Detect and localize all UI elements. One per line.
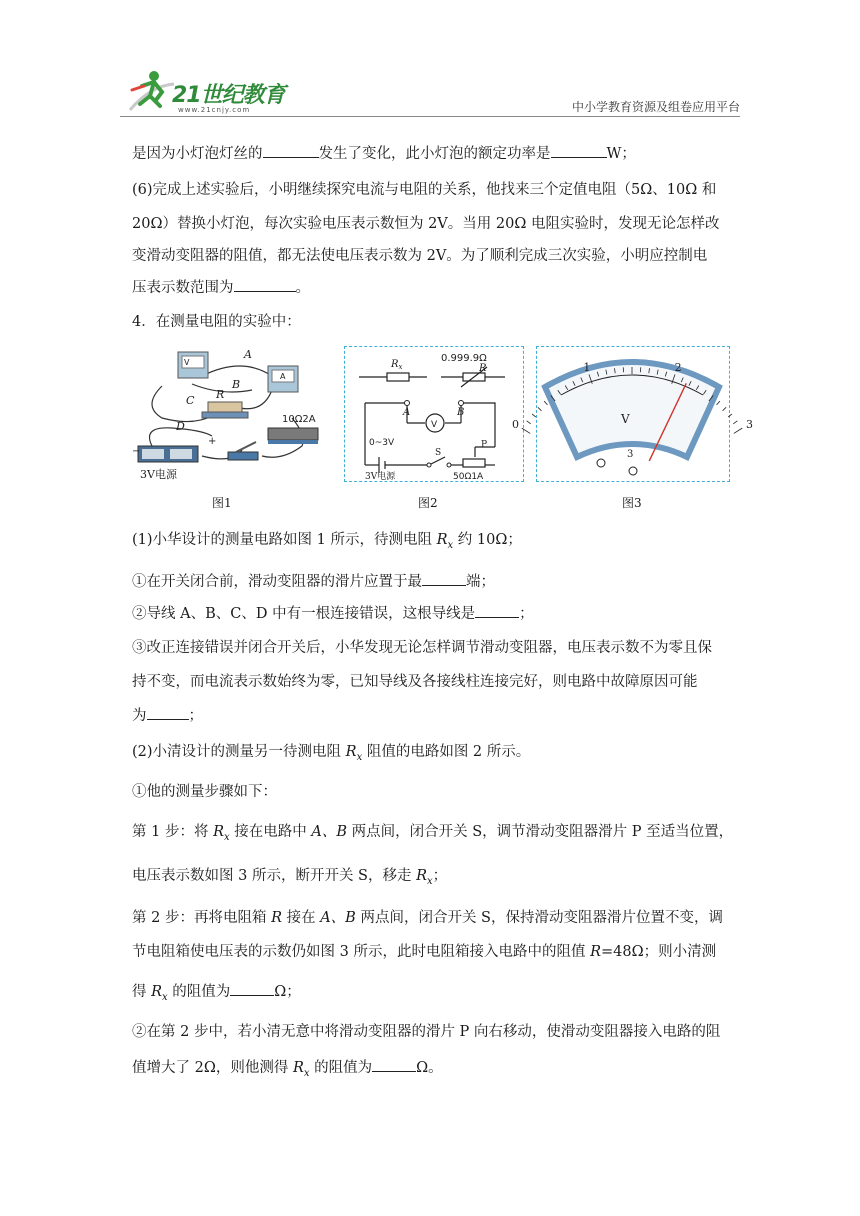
header-divider [120, 116, 740, 117]
logo-text: 21世纪教育 [172, 83, 285, 108]
text-line: 为 ； [132, 708, 203, 724]
svg-text:3V电源: 3V电源 [140, 468, 177, 481]
svg-text:R: R [479, 363, 487, 374]
text-line: 电压表示数如图 3 所示，断开开关 S，移走 $R_x$； [132, 868, 448, 887]
dial-tick [544, 401, 547, 405]
svg-text:0.999.9Ω: 0.999.9Ω [441, 353, 487, 364]
svg-text:A: A [280, 372, 286, 381]
text-line: 持不变，而电流表示数始终为零，已知导线及各接线柱连接完好，则电路中故障原因可能 [132, 674, 698, 690]
text-line: 第 1 步：将 $R_x$ 接在电路中 A、B 两点间，闭合开关 S，调节滑动变阻器滑片 P 至适当位置， [132, 824, 734, 843]
answer-blank[interactable] [263, 144, 319, 158]
svg-text:V: V [184, 358, 190, 367]
dial-tick-label: 1 [583, 360, 591, 374]
answer-blank[interactable] [147, 706, 189, 720]
svg-text:R: R [216, 388, 225, 401]
svg-text:50Ω1A: 50Ω1A [453, 472, 484, 482]
text-line: 20Ω）替换小灯泡，每次实验电压表示数恒为 2V。当用 20Ω 电阻实验时，发现无论怎样改 [132, 216, 720, 232]
answer-blank[interactable] [475, 604, 519, 618]
figure-1-caption: 图1 [212, 496, 232, 510]
dial-tick [734, 428, 742, 433]
text-line: 压表示数范围为 。 [132, 280, 310, 296]
text-line: 节电阻箱使电压表的示数仍如图 3 所示，此时电阻箱接入电路中的阻值 R=48Ω；则小清测 [132, 944, 717, 960]
svg-text:0~3V: 0~3V [369, 438, 395, 448]
text-line: ①他的测量步骤如下： [132, 784, 277, 800]
text-line: 得 $R_x$ 的阻值为 Ω； [132, 984, 301, 1003]
text-line: ②在第 2 步中，若小清无意中将滑动变阻器的滑片 P 向右移动，使滑动变阻器接入电路的阻 [132, 1024, 721, 1040]
figure-1-circuit-photo [132, 346, 328, 482]
logo [120, 66, 320, 116]
svg-text:C: C [186, 394, 195, 407]
answer-blank[interactable] [372, 1058, 416, 1072]
svg-text:+: + [208, 436, 217, 447]
text-line: 变滑动变阻器的阻值，都无法使电压表示数为 2V。为了顺利完成三次实验，小明应控制电 [132, 248, 708, 264]
svg-text:3V电源: 3V电源 [365, 472, 396, 482]
logo-url: www.21cnjy.com [178, 106, 251, 114]
svg-text:A: A [403, 407, 411, 418]
svg-text:10Ω2A: 10Ω2A [282, 414, 316, 425]
question-heading: 4．在测量电阻的实验中： [132, 314, 301, 330]
dial-tick [717, 401, 720, 405]
dial-tick [728, 414, 732, 417]
text-line: (6)完成上述实验后，小明继续探究电流与电阻的关系，他找来三个定值电阻（5Ω、10Ω 和 [132, 182, 717, 198]
figure-2-circuit-diagram [344, 346, 524, 482]
svg-text:D: D [176, 420, 185, 433]
dial-tick [723, 407, 727, 410]
runner-logo-icon [120, 66, 176, 116]
text-line: 是因为小灯泡灯丝的 发生了变化，此小灯泡的额定功率是 W； [132, 146, 636, 162]
text-line: 第 2 步：再将电阻箱 R 接在 A、B 两点间，闭合开关 S，保持滑动变阻器滑片位置不变，调 [132, 910, 723, 926]
dial-tick-label: 0 [511, 417, 519, 431]
answer-blank[interactable] [234, 278, 296, 292]
svg-text:−: − [132, 446, 141, 457]
circuit-schematic [345, 347, 522, 480]
text-line: (1)小华设计的测量电路如图 1 所示，待测电阻 $R_x$ 约 10Ω； [132, 532, 522, 551]
text-line: ②导线 A、B、C、D 中有一根连接错误，这根导线是 ； [132, 606, 534, 622]
dial-tick [532, 414, 536, 417]
dial-tick [527, 421, 531, 424]
text-line: ①在开关闭合前，滑动变阻器的滑片应置于最 端； [132, 574, 495, 590]
text-line: (2)小清设计的测量另一待测电阻 $R_x$ 阻值的电路如图 2 所示。 [132, 744, 531, 763]
figure-3-caption: 图3 [622, 496, 642, 510]
voltmeter-dial-illustration [511, 347, 754, 480]
text-line: 值增大了 2Ω，则他测得 $R_x$ 的阻值为 Ω。 [132, 1060, 443, 1079]
page-header [120, 66, 740, 118]
platform-name: 中小学教育资源及组卷应用平台 [571, 100, 740, 114]
svg-text:V: V [431, 420, 438, 430]
svg-text:S: S [435, 448, 442, 458]
answer-blank[interactable] [230, 982, 274, 996]
dial-tick [538, 407, 542, 410]
svg-text:B: B [232, 378, 241, 391]
answer-blank[interactable] [551, 144, 607, 158]
text-line: ③改正连接错误并闭合开关后，小华发现无论怎样调节滑动变阻器，电压表示数不为零且保 [132, 640, 712, 656]
svg-text:B: B [457, 407, 465, 418]
circuit-photo-illustration [132, 346, 328, 482]
svg-text:P: P [481, 440, 488, 450]
dial-tick-label: 3 [746, 417, 754, 431]
dial-tick-label: 2 [674, 360, 682, 374]
svg-text:A: A [244, 348, 252, 361]
svg-text:Rx: $R_x$ [391, 359, 403, 371]
svg-text:V: V [621, 412, 630, 426]
figure-3-voltmeter-dial [511, 346, 754, 482]
figure-2-caption: 图2 [418, 496, 438, 510]
answer-blank[interactable] [422, 572, 466, 586]
svg-text:3: 3 [627, 449, 634, 460]
dial-tick [733, 421, 737, 424]
